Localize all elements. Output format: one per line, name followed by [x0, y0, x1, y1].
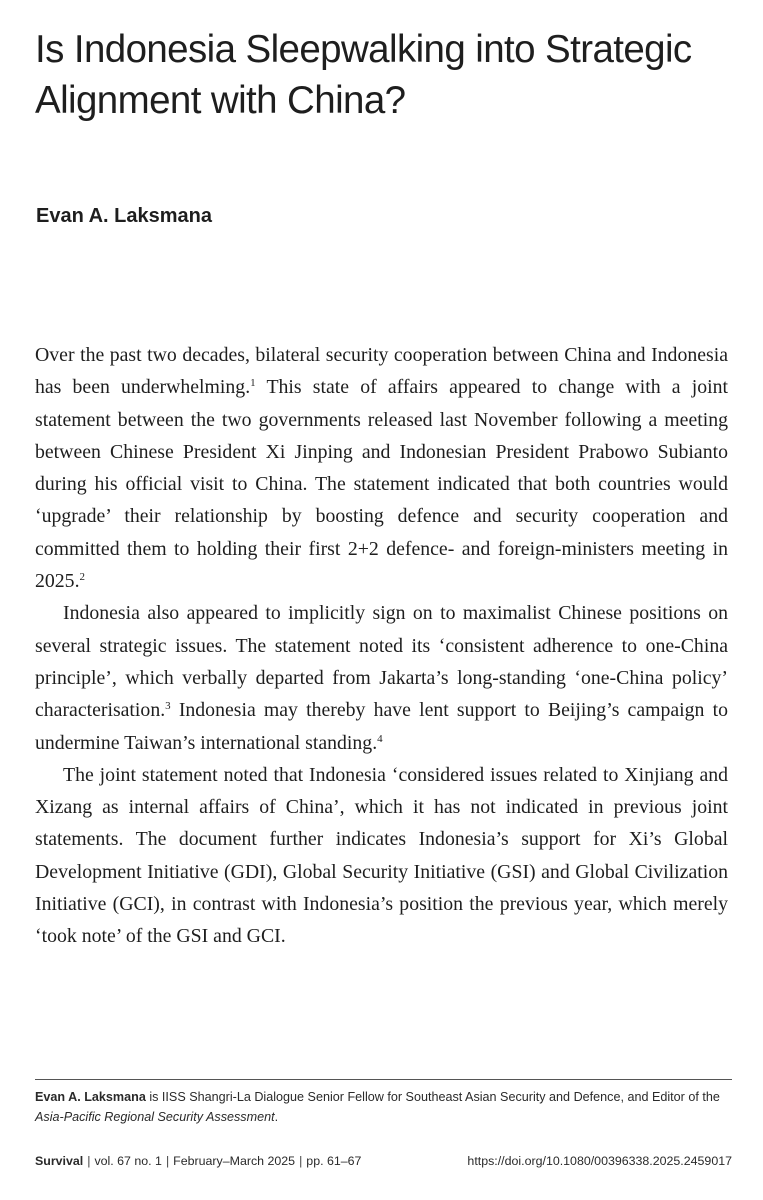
paragraph-1-text-a: Over the past two decades, bilateral security cooperation between China and Indonesia has been underwhelming. — [35, 344, 728, 399]
endnote-ref-2[interactable]: 2 — [79, 571, 86, 584]
endnote-ref-3[interactable]: 3 — [165, 700, 171, 713]
footer-volume: vol. 67 no. 1 — [94, 1154, 162, 1168]
footnote-divider — [35, 1079, 732, 1080]
footer-date: February–March 2025 — [173, 1154, 296, 1168]
page-footer — [35, 1154, 732, 1168]
article-author: Evan A. Laksmana — [36, 205, 213, 227]
body-paragraph-1 — [35, 339, 728, 597]
footer-separator: | — [87, 1154, 91, 1168]
footer-doi-link[interactable]: https://doi.org/10.1080/00396338.2025.2459017 — [467, 1154, 732, 1168]
paragraph-1-text-b: This state of affairs appeared to change with a joint statement between the two governments released last November following a meeting between Chinese President Xi Jinping and Indonesian President Prabowo Subianto during his official visit to China. The statement indicated that both countries would ‘upgrade’ their relationship by boosting defence and security cooperation and committed them to holding their first 2+2 defence- and foreign-ministers meeting in 2025. — [35, 376, 728, 593]
paragraph-2-text-b: Indonesia may thereby have lent support to Beijing’s campaign to undermine Taiwan’s international standing. — [35, 699, 728, 754]
footer-separator: | — [299, 1154, 303, 1168]
author-bio-text-a: is IISS Shangri-La Dialogue Senior Fellow for Southeast Asian Security and Defence, and Editor of the — [145, 1090, 720, 1104]
article-title: Is Indonesia Sleepwalking into Strategic Alignment with China? — [35, 28, 692, 122]
footer-journal: Survival — [35, 1154, 84, 1168]
endnote-ref-4[interactable]: 4 — [377, 732, 383, 745]
paragraph-2-text-a: Indonesia also appeared to implicitly sign on to maximalist Chinese positions on several strategic issues. The statement noted its ‘consistent adherence to one-China principle’, which verbally departed from Jakarta’s long-standing ‘one-China policy’ characterisation. — [35, 602, 728, 722]
endnote-ref-1[interactable]: 1 — [250, 377, 256, 390]
article-body — [35, 339, 728, 953]
footer-separator: | — [165, 1154, 170, 1168]
footer-pages: pp. 61–67 — [306, 1154, 362, 1168]
author-bio-name: Evan A. Laksmana — [35, 1090, 146, 1104]
author-bio-publication: Asia-Pacific Regional Security Assessment — [35, 1110, 275, 1124]
body-paragraph-3: The joint statement noted that Indonesia ‘considered issues related to Xinjiang and Xizang as internal affairs of China’, which it has not indicated in previous joint statements. The document further indicates Indonesia’s support for Xi’s Global Development Initiative (GDI), Global Security Initiative (GSI) and Global Civilization Initiative (GCI), in contrast with Indonesia’s position the previous year, which merely ‘took note’ of the GSI and GCI. — [35, 763, 728, 948]
body-paragraph-2 — [35, 597, 728, 758]
author-bio-note — [35, 1087, 735, 1127]
author-bio-text-b: . — [274, 1110, 279, 1124]
